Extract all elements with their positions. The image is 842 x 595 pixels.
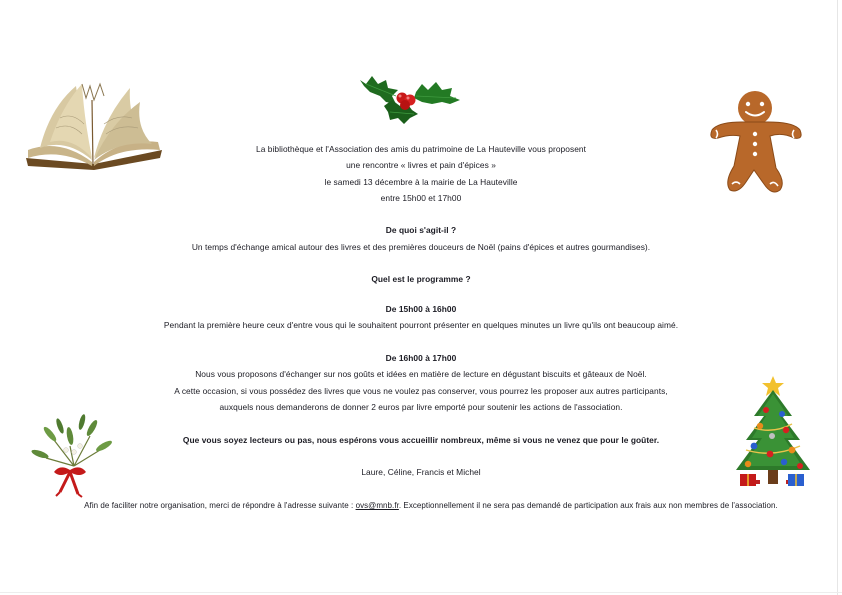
slot1-heading: De 15h00 à 16h00 [385, 304, 457, 314]
page-edge-bottom [0, 592, 842, 593]
slot2-line-2: A cette occasion, si vous possédez des livres que vous ne voulez pas conserver, vous pourrez les proposer aux autres participants, [174, 386, 668, 396]
mistletoe-icon [30, 406, 116, 498]
intro-line-3: le samedi 13 décembre à la mairie de La Hauteville [324, 177, 518, 187]
footer-note [20, 500, 842, 511]
slot2-line-1: Nous vous proposons d'échanger sur nos goûts et idées en matière de lecture en dégustant biscuits et gâteaux de Noël. [195, 369, 647, 379]
intro-line-4: entre 15h00 et 17h00 [380, 193, 462, 203]
what-heading: De quoi s'agit-il ? [385, 225, 457, 235]
program-heading: Quel est le programme ? [371, 274, 471, 284]
holly-icon [356, 66, 466, 128]
footer-email-link[interactable]: ovs@mnb.fr [355, 501, 399, 510]
footer-text-after: . Exceptionnellement il ne sera pas demandé de participation aux frais aux non membres de l'association. [398, 501, 778, 510]
slot2-heading: De 16h00 à 17h00 [385, 353, 457, 363]
slot2-line-3: auxquels nous demanderons de donner 2 euros par livre emporté pour soutenir les actions de l'association. [219, 402, 623, 412]
intro-line-2: une rencontre « livres et pain d'épices » [346, 160, 496, 170]
signature: Laure, Céline, Francis et Michel [361, 467, 481, 477]
what-text: Un temps d'échange amical autour des livres et des premières douceurs de Noël (pains d'épices et autres gourmandises). [191, 242, 651, 252]
intro-line-1: La bibliothèque et l'Association des amis du patrimoine de La Hauteville vous proposent [256, 144, 586, 154]
closing-text: Que vous soyez lecteurs ou pas, nous espérons vous accueillir nombreux, même si vous ne venez que pour le goûter. [182, 435, 660, 445]
slot1-text: Pendant la première heure ceux d'entre vous qui le souhaitent pourront présenter en quelques minutes un livre qu'ils ont beaucoup aimé. [163, 320, 679, 330]
footer-text-before: Afin de faciliter notre organisation, merci de répondre à l'adresse suivante : [84, 501, 356, 510]
